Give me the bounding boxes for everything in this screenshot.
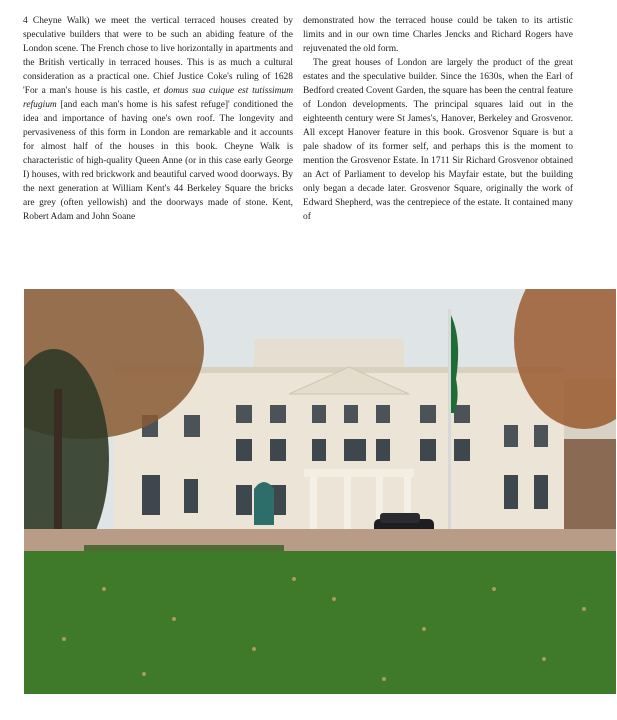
text-run: [and each man's home is his safest refuge]' conditioned the idea and importance of having one's own roof. The longevity and pervasiveness of this form in London are remarkable and it accounts for almost half of the houses in this book. Cheyne Walk is characteristic of high-quality Queen Anne (or in this case early George I) houses, with red brickwork and beautiful carved wood doorways. By the next generation at William Kent's 44 Berkeley Square the bricks are grey (often yellowish) and the doorways made of stone. Kent, Robert Adam and John Soane	[23, 100, 293, 222]
arched-doorway	[254, 482, 274, 525]
paragraph: The great houses of London are largely the product of the great estates and the speculative builder. Since the 1630s, when the Earl of Bedford created Covent Garden, the square has been the central feature of London developments. The principal squares laid out in the eighteenth century were St James's, Hanover, Berkeley and Grosvenor. All except Hanover feature in this book. Grosvenor Square is but a pale shadow of its former self, and perhaps this is the moment to mention the Grosvenor Estate. In 1711 Sir Richard Grosvenor obtained an Act of Parliament to develop his Mayfair estate, but the building only began a decade later. Grosvenor Square, originally the work of Edward Shepherd, was the centrepiece of the estate. It contained many of	[303, 58, 573, 222]
latin-phrase: et domus sua cuique est tutissimum refugium	[23, 86, 294, 110]
car-roof	[380, 513, 420, 523]
text-column-left	[23, 14, 293, 224]
photo-illustration	[24, 289, 616, 694]
tree-trunk	[54, 389, 62, 549]
house-photograph	[24, 289, 616, 694]
paragraph: demonstrated how the terraced house could be taken to its artistic limits and in our own time Charles Jencks and Richard Rogers have rejuvenated the old form.	[303, 16, 573, 54]
text-column-right	[303, 14, 573, 224]
portico-entablature	[304, 469, 414, 477]
flagpole	[448, 309, 451, 564]
neighbour-building-brick	[564, 439, 616, 529]
paragraph	[23, 14, 293, 224]
lawn	[24, 551, 616, 694]
text-run: 4 Cheyne Walk) we meet the vertical terraced houses created by speculative builders that were to be such an abiding feature of the London scene. The French chose to live horizontally in apartments and the British vertically in terraced houses. This is as much a cultural consideration as a practical one. Chief Justice Coke's ruling of 1628 'For a man's house is his castle,	[23, 16, 293, 96]
